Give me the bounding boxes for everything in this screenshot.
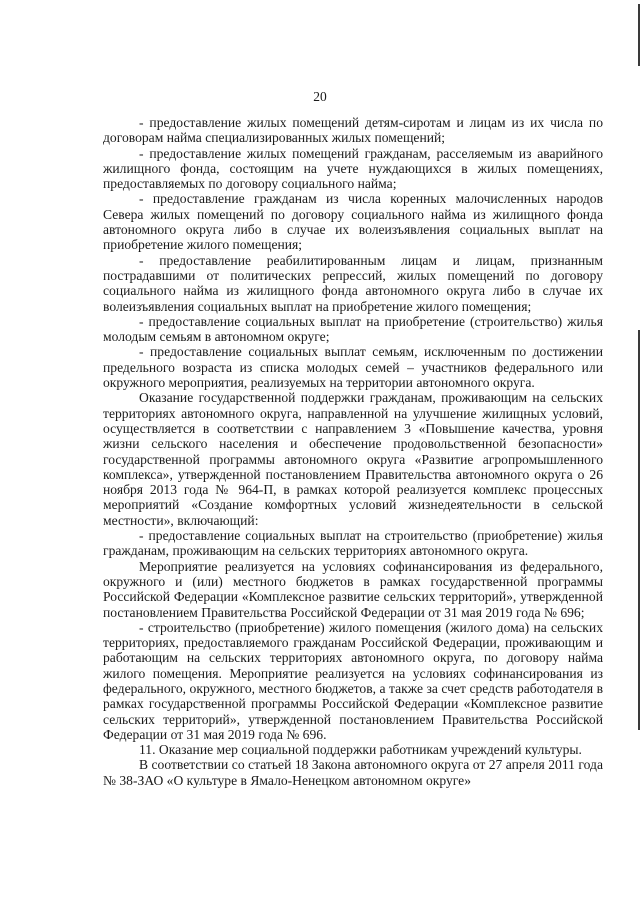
paragraph-rural-payments: - предоставление социальных выплат на строительство (приобретение) жилья гражданам, проживающим на сельских территориях автономного округа. [103,528,603,559]
paragraph-cofinancing: Мероприятие реализуется на условиях софинансирования из федерального, окружного и (или) местного бюджетов в рамках государственной программы Российской Федерации «Комплексное развитие сельских территорий», утвержденной постановлением Правительства Российской Федерации от 31 мая 2019 года № 696; [103,558,603,620]
paragraph-rehabilitated-housing: - предоставление реабилитированным лицам и лицам, признанным пострадавшими от политических репрессий, жилых помещений по договору социального найма из жилищного фонда автономного округа либо в случае их волеизъявления социальных выплат на приобретение жилого помещения; [103,252,603,314]
page-number: 20 [313,89,327,104]
paragraph-emergency-housing: - предоставление жилых помещений гражданам, расселяемым из аварийного жилищного фонда, состоящим на учете нуждающихся в жилых помещениях, предоставляемых по договору социального найма; [103,145,603,192]
paragraph-culture-law: В соответствии со статьей 18 Закона автономного округа от 27 апреля 2011 года № 38-ЗАО «О культуре в Ямало-Ненецком автономном округе» [103,757,603,788]
paragraph-indigenous-housing: - предоставление гражданам из числа коренных малочисленных народов Севера жилых помещений по договору социального найма из жилищного фонда автономного округа либо в случае их волеизъявления социальных выплат на приобретение жилого помещения; [103,191,603,253]
paragraph-orphans-housing: - предоставление жилых помещений детям-сиротам и лицам из их числа по договорам найма специализированных жилых помещений; [103,115,603,146]
paragraph-culture-workers: 11. Оказание мер социальной поддержки работникам учреждений культуры. [139,742,582,758]
paragraph-excluded-families: - предоставление социальных выплат семьям, исключенным по достижении предельного возраста из списка молодых семей – участников федерального или окружного мероприятия, реализуемых на территории автономного округа. [103,344,603,391]
paragraph-young-families: - предоставление социальных выплат на приобретение (строительство) жилья молодым семьям в автономном округе; [103,313,603,345]
paragraph-rural-support: Оказание государственной поддержки гражданам, проживающим на сельских территориях автономного округа, направленной на улучшение жилищных условий, осуществляется в соответствии с направлением 3 «Повышение качества, уровня жизни сельского населения и обеспечение продовольственной безопасности» государственной программы автономного округа «Развитие агропромышленного комплекса», утвержденной постановлением Правительства автономного округа о 26 ноября 2013 года № 964-П, в рамках которой реализуется комплекс процессных мероприятий «Создание комфортных условий жизнедеятельности в сельской местности», включающий: [103,390,603,528]
document-body [103,115,603,788]
paragraph-rural-construction: - строительство (приобретение) жилого помещения (жилого дома) на сельских территориях, предоставляемого гражданам Российской Федерации, проживающим и работающим на сельских территориях автономного округа, по договору найма жилого помещения. Мероприятие реализуется на условиях софинансирования из федерального, окружного, местного бюджетов, а также за счет средств работодателя в рамках государственной программы Российской Федерации «Комплексное развитие сельских территорий», утвержденной постановлением Правительства Российской Федерации от 31 мая 2019 года № 696. [103,619,603,742]
